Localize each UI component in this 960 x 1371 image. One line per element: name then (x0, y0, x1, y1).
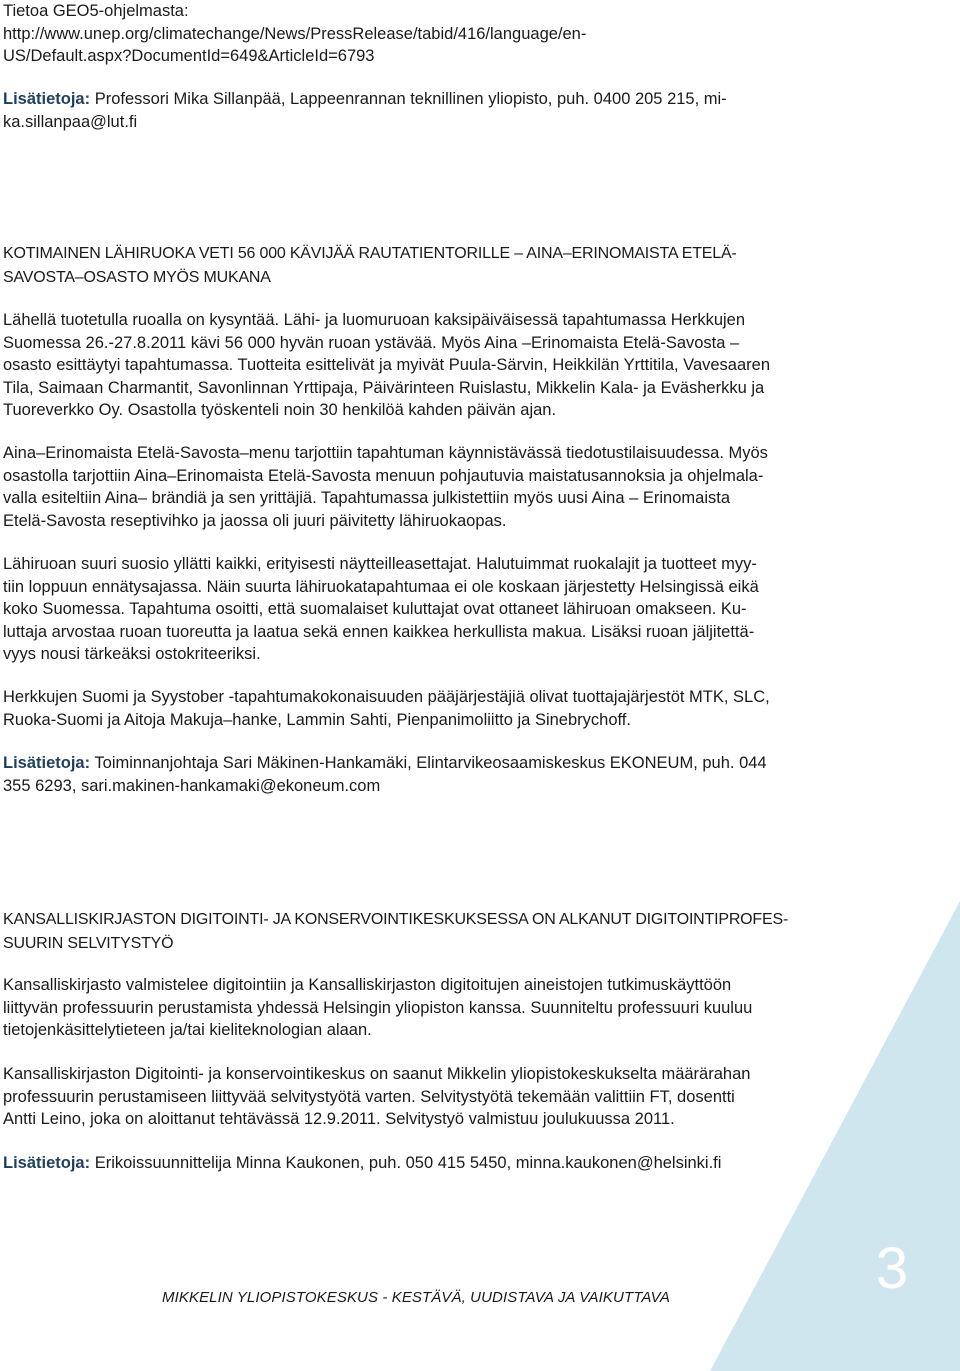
text-line: Tuoreverkko Oy. Osastolla työskenteli noin 30 henkilöä kahden päivän ajan. (3, 401, 557, 419)
text-line: Lähellä tuotetulla ruoalla on kysyntää. Lähi- ja luomuruoan kaksipäiväisessä tapahtumassa Herkkujen (3, 311, 746, 329)
geo5-info-block (3, 0, 883, 68)
text-line: Antti Leino, joka on aloittanut tehtävässä 12.9.2011. Selvitystyö valmistuu joulukuussa 2011. (3, 1110, 675, 1128)
info-link-line-1[interactable]: http://www.unep.org/climatechange/News/PressRelease/tabid/416/language/en- (3, 24, 587, 43)
text-line: Aina–Erinomaista Etelä-Savosta–menu tarjottiin tapahtuman käynnistävässä tiedotustilaisuudessa. Myös (3, 444, 768, 462)
contact-1-line-1 (3, 88, 883, 111)
text-line: Kansalliskirjaston Digitointi- ja konservointikeskus on saanut Mikkelin yliopistokeskukselta määrärahan (3, 1065, 751, 1083)
text-line: Tila, Saimaan Charmantit, Savonlinnan Yrttipaja, Päivärinteen Ruislastu, Mikkelin Kala- ja Eväsherkku ja (3, 378, 765, 397)
article-1-paragraph-2 (3, 442, 883, 532)
article-1-paragraph-1 (3, 309, 883, 422)
text-line: Lähiruoan suuri suosio yllätti kaikki, erityisesti näytteilleasettajat. Halutuimmat ruokalajit ja tuotteet myy- (3, 555, 757, 573)
article-2-paragraph-2 (3, 1063, 883, 1131)
contact-1-label: Lisätietoja: (3, 90, 91, 108)
contact-1-text: Professori Mika Sillanpää, Lappeenrannan teknillinen yliopisto, puh. 0400 205 215, mi- (90, 90, 727, 108)
article-2-heading-line-1: KANSALLISKIRJASTON DIGITOINTI- JA KONSERVOINTIKESKUKSESSA ON ALKANUT DIGITOINTIPROFES- (3, 911, 789, 928)
article-1-contact (3, 752, 883, 797)
text-line: osasto esittäytyi tapahtumassa. Tuotteita esittelivät ja myivät Puula-Särvin, Heikkilän Yrttitila, Vavesaaren (3, 356, 771, 374)
article-1-heading-line-2: SAVOSTA–OSASTO MYÖS MUKANA (3, 269, 271, 286)
corner-decoration (710, 901, 960, 1371)
text-line: Kansalliskirjasto valmistelee digitointiin ja Kansalliskirjaston digitoitujen aineistojen tutkimuskäyttöön (3, 976, 732, 994)
article-2-paragraph-1 (3, 974, 883, 1042)
article-1-paragraph-3 (3, 553, 883, 666)
text-line: tiin loppuun ennätysajassa. Näin suurta lähiruokatapahtumaa ei ole koskaan järjestetty Helsingissä eikä (3, 577, 759, 596)
text-line: osastolla tarjottiin Aina–Erinomaista Etelä-Savosta menuun pohjautuvia maistatusannoksia ja ohjelmala- (3, 466, 764, 485)
article-1-heading-line-1: KOTIMAINEN LÄHIRUOKA VETI 56 000 KÄVIJÄÄ RAUTATIENTORILLE – AINA–ERINOMAISTA ETELÄ- (3, 245, 737, 262)
text-line: valla esiteltiin Aina– brändiä ja sen yrittäjiä. Tapahtumassa julkistettiin myös uusi Aina – Erinomaista (3, 489, 730, 507)
article-1-contact-text: Toiminnanjohtaja Sari Mäkinen-Hankamäki, Elintarvikeosaamiskeskus EKONEUM, puh. 044 (90, 754, 767, 772)
text-line: vyys nousi tärkeäksi ostokriteeriksi. (3, 645, 261, 663)
contact-block-1 (3, 88, 883, 133)
contact-1-email[interactable]: ka.sillanpaa@lut.fi (3, 112, 138, 131)
article-1-paragraph-4 (3, 686, 883, 731)
article-1-heading (3, 242, 883, 290)
article-2-contact-label: Lisätietoja: (3, 1154, 91, 1172)
text-line: professuurin perustamiseen liittyvää selvitystyötä varten. Selvitystyötä tekemään valittiin FT, dosentti (3, 1087, 735, 1106)
corner-triangle (710, 901, 960, 1371)
info-title: Tietoa GEO5-ohjelmasta: (3, 2, 189, 20)
text-line: Herkkujen Suomi ja Syystober -tapahtumakokonaisuuden pääjärjestäjiä olivat tuottajajärjestöt MTK, SLC, (3, 688, 770, 706)
text-line: Ruoka-Suomi ja Aitoja Makuja–hanke, Lammin Sahti, Pienpanimoliitto ja Sinebrychoff. (3, 710, 631, 729)
text-line: luttaja arvostaa ruoan tuoreutta ja laatua sekä ennen kaikkea herkullista makua. Lisäksi ruoan jäljitettä- (3, 622, 755, 641)
page-number: 3 (875, 1236, 909, 1301)
article-2-heading-line-2: SUURIN SELVITYSTYÖ (3, 935, 174, 952)
text-line: Suomessa 26.-27.8.2011 kävi 56 000 hyvän ruoan ystävää. Myös Aina –Erinomaista Etelä-Savosta – (3, 333, 740, 352)
article-2-heading (3, 908, 883, 956)
article-2-contact-text: Erikoissuunnittelija Minna Kaukonen, puh. 050 415 5450, minna.kaukonen@helsinki.fi (90, 1154, 722, 1172)
article-2-contact (3, 1152, 883, 1175)
article-1-contact-label: Lisätietoja: (3, 754, 91, 772)
article-1-contact-email[interactable]: 355 6293, sari.makinen-hankamaki@ekoneum.com (3, 776, 381, 795)
text-line: koko Suomessa. Tapahtuma osoitti, että suomalaiset kuluttajat ovat ottaneet lähiruoan omakseen. Ku- (3, 600, 747, 618)
page-footer: MIKKELIN YLIOPISTOKESKUS - KESTÄVÄ, UUDISTAVA JA VAIKUTTAVA (162, 1289, 671, 1306)
info-link-line-2[interactable]: US/Default.aspx?DocumentId=649&ArticleId=6793 (3, 47, 375, 65)
text-line: liittyvän professuurin perustamista yhdessä Helsingin yliopiston kanssa. Suunniteltu professuuri kuuluu (3, 998, 753, 1017)
text-line: Etelä-Savosta reseptivihko ja jaossa oli juuri päivitetty lähiruokaopas. (3, 511, 507, 530)
article-2-contact-line-1 (3, 1152, 883, 1175)
text-line: tietojenkäsittelytieteen ja/tai kieliteknologian alaan. (3, 1021, 372, 1039)
article-1-contact-line-1 (3, 752, 883, 775)
